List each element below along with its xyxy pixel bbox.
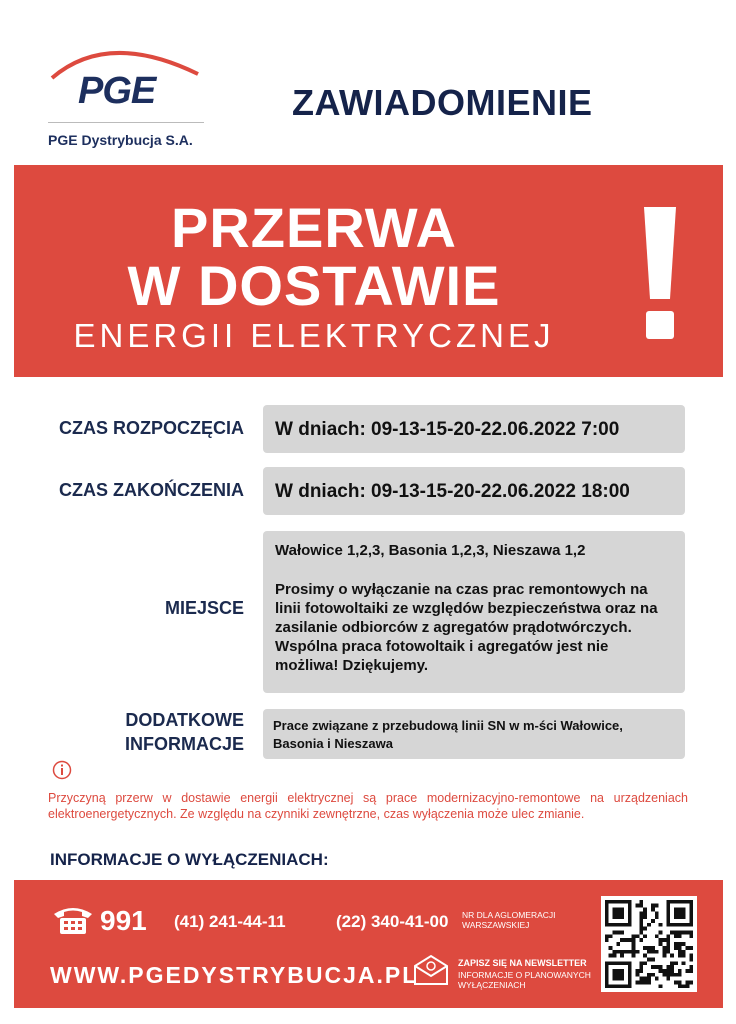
phone-icon — [52, 902, 94, 936]
end-time-value: W dniach: 09-13-15-20-22.06.2022 18:00 — [263, 467, 685, 515]
disclaimer-text: Przyczyną przerw w dostawie energii elektrycznej są prace modernizacyjno-remontowe na urządzeniach elektroenergetycznych. Ze względu na czynniki zewnętrzne, czas wyłączenia może ulec zmianie. — [48, 791, 688, 821]
place-label: MIEJSCE — [164, 598, 244, 618]
qr-code[interactable] — [601, 896, 697, 992]
emergency-number[interactable]: 991 — [100, 905, 147, 936]
extra-info-value: Prace związane z przebudową linii SN w m-ści Wałowice, Basonia i Nieszawa — [263, 709, 685, 759]
banner-line-1: PRZERWA — [171, 196, 457, 259]
notice-title: ZAWIADOMIENIE — [292, 82, 593, 123]
website-link[interactable]: WWW.PGEDYSTRYBUCJA.PL — [50, 962, 419, 988]
phone-2-note: NR DLA AGLOMERACJI WARSZAWSKIEJ — [462, 910, 556, 930]
place-message: Prosimy o wyłączanie na czas prac remontowych na linii fotowoltaiki ze względów bezpieczeństwa oraz na zasilanie odbiorców z agregatów prądotwórczych. Wspólna praca fotowoltaik i agregatów jest nie możliwa! Dziękujemy. — [275, 581, 658, 674]
end-time-label: CZAS ZAKOŃCZENIA — [59, 480, 244, 500]
phone-number-2[interactable]: (22) 340-41-00 — [336, 912, 449, 931]
extra-label-line-1: DODATKOWE — [125, 710, 244, 730]
mail-icon — [412, 954, 450, 986]
banner-line-3: ENERGII ELEKTRYCZNEJ — [73, 317, 555, 354]
start-time-value: W dniach: 09-13-15-20-22.06.2022 7:00 — [263, 405, 685, 453]
start-time-label: CZAS ROZPOCZĘCIA — [58, 418, 244, 438]
logo-divider — [48, 122, 204, 123]
newsletter-title[interactable]: ZAPISZ SIĘ NA NEWSLETTER — [458, 958, 587, 968]
info-heading: INFORMACJE O WYŁĄCZENIACH: — [50, 850, 329, 869]
contact-footer — [14, 880, 723, 1008]
place-locations: Wałowice 1,2,3, Basonia 1,2,3, Nieszawa 1,2 — [275, 542, 586, 559]
place-box — [263, 531, 685, 693]
phone-number-1[interactable]: (41) 241-44-11 — [174, 912, 286, 931]
newsletter-subtitle: INFORMACJE O PLANOWANYCH WYŁĄCZENIACH — [458, 970, 591, 990]
extra-label-line-2: INFORMACJE — [124, 734, 244, 754]
logo-text: PGE — [78, 70, 156, 112]
company-name: PGE Dystrybucja S.A. — [48, 132, 193, 148]
outage-banner — [14, 165, 723, 377]
info-icon — [52, 760, 72, 780]
banner-line-2: W DOSTAWIE — [127, 254, 501, 317]
extra-info-label — [14, 708, 244, 756]
exclamation-icon — [640, 203, 680, 341]
